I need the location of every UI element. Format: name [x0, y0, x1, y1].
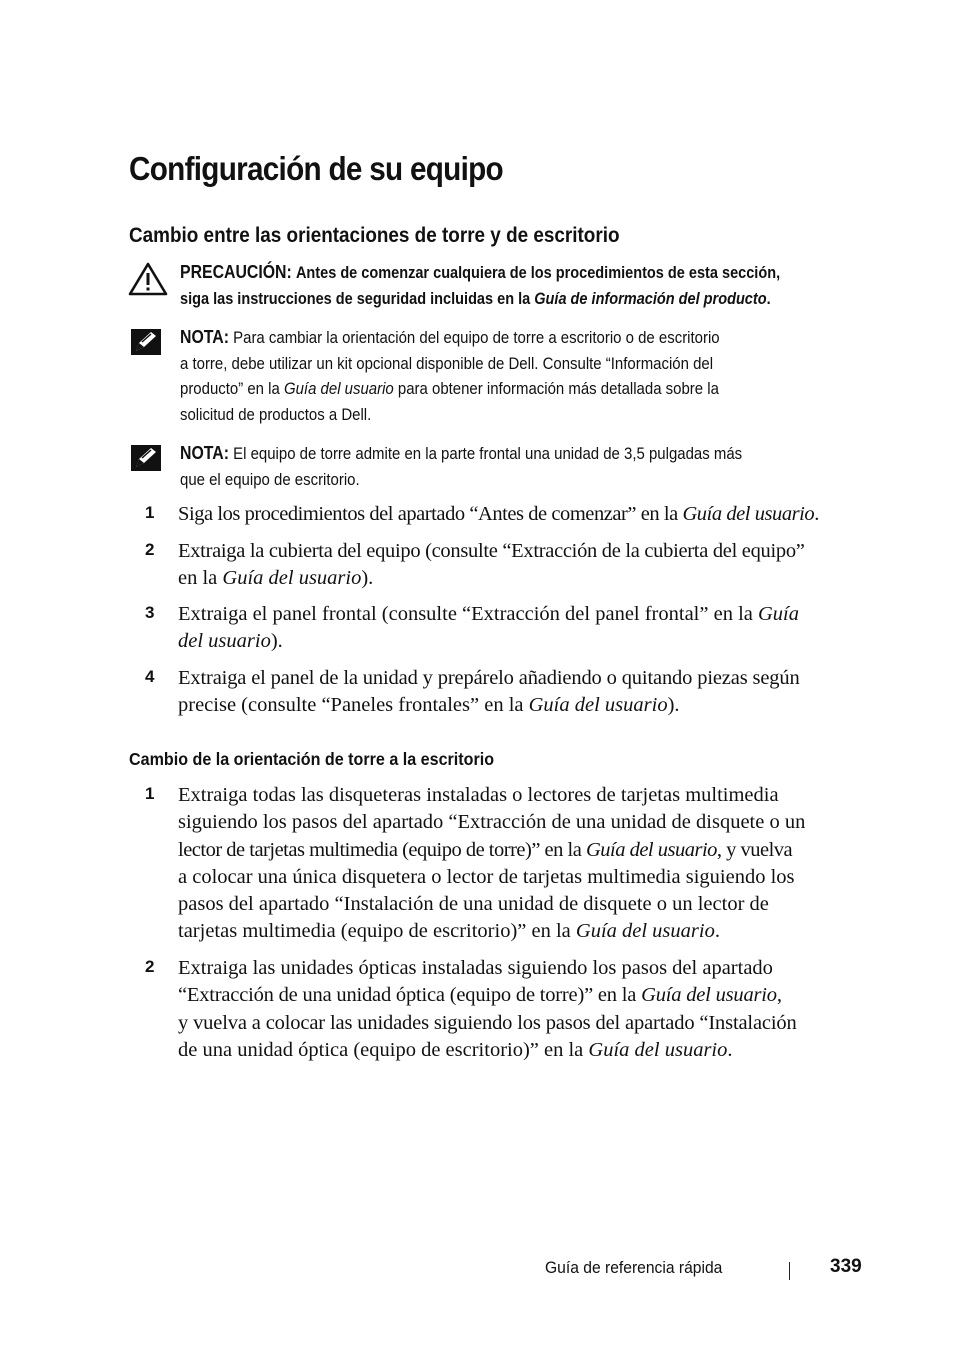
step-number: 1	[145, 503, 155, 522]
guide-reference: Guía del usuario	[682, 503, 815, 525]
guide-reference: Guía	[758, 603, 799, 625]
note-1-guide-reference: Guía del usuario	[283, 379, 394, 398]
footer-divider	[789, 1262, 790, 1280]
note-1-line-4: solicitud de productos a Dell.	[180, 404, 372, 424]
step-number: 1	[145, 784, 155, 803]
subsection-heading: Cambio de la orientación de torre a la escritorio	[129, 749, 495, 769]
guide-reference: Guía del usuario	[585, 838, 717, 861]
note-1-line-3: producto” en la	[180, 379, 284, 398]
guide-reference: Guía del usuario	[528, 694, 668, 717]
step-number: 2	[145, 540, 155, 559]
step-text: Extraiga el panel frontal (consulte “Extracción del panel frontal” en la	[178, 603, 758, 625]
note-2-line-1: El equipo de torre admite en la parte frontal una unidad de 3,5 pulgadas más	[233, 444, 743, 463]
pencil-note-icon	[131, 329, 161, 355]
guide-reference: Guía del usuario	[575, 920, 715, 943]
step-text: Extraiga la cubierta del equipo (consulte “Extracción de la cubierta del equipo”	[178, 540, 805, 562]
step-text: Extraiga todas las disqueteras instaladas o lectores de tarjetas multimedia	[178, 784, 779, 806]
step-text: Extraiga el panel de la unidad y prepárelo añadiendo o quitando piezas según	[178, 667, 800, 689]
section-heading: Cambio entre las orientaciones de torre y de escritorio	[129, 224, 620, 247]
step-text: Extraiga las unidades ópticas instaladas siguiendo los pasos del apartado	[178, 957, 773, 979]
caution-guide-reference: Guía de información del producto	[534, 289, 767, 308]
caution-line-1: Antes de comenzar cualquiera de los procedimientos de esta sección,	[295, 264, 781, 282]
guide-reference: Guía del usuario	[222, 567, 362, 590]
step-number: 3	[145, 603, 155, 622]
guide-reference: Guía del usuario	[588, 1038, 728, 1061]
note-label: NOTA:	[180, 327, 229, 347]
warning-triangle-icon	[128, 262, 168, 296]
page-number: 339	[830, 1256, 862, 1277]
guide-reference: Guía del usuario	[641, 984, 777, 1007]
step-number: 2	[145, 957, 155, 976]
note-1-line-2: a torre, debe utilizar un kit opcional disponible de Dell. Consulte “Información del	[180, 353, 714, 373]
note-2-line-2: que el equipo de escritorio.	[180, 469, 360, 489]
step-number: 4	[145, 667, 155, 686]
caution-line-2: siga las instrucciones de seguridad incluidas en la	[180, 289, 535, 308]
pencil-note-icon	[131, 445, 161, 471]
note-1-line-1: Para cambiar la orientación del equipo de torre a escritorio o de escritorio	[233, 328, 720, 347]
note-label: NOTA:	[180, 443, 229, 463]
caution-label: PRECAUCIÓN:	[180, 262, 292, 282]
page-title: Configuración de su equipo	[129, 150, 503, 187]
step-text: Siga los procedimientos del apartado “Antes de comenzar” en la	[178, 503, 683, 525]
footer-guide-title: Guía de referencia rápida	[545, 1258, 723, 1277]
